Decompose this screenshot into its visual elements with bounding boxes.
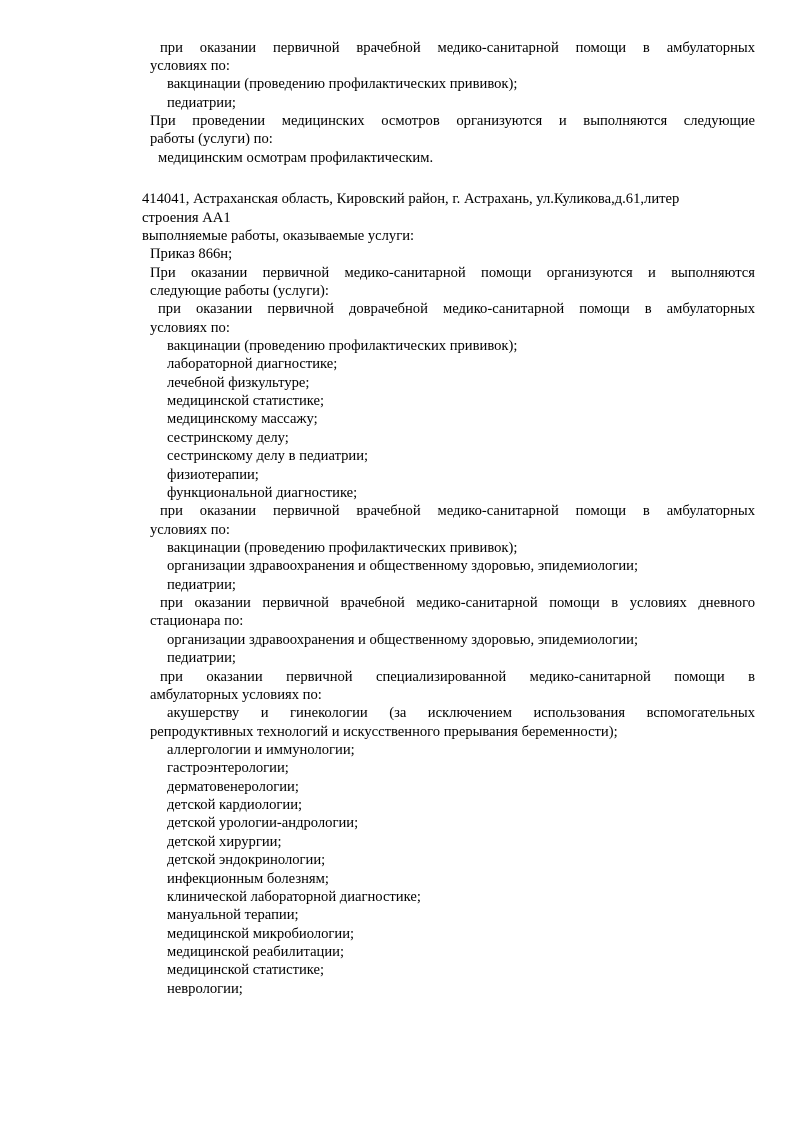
list-item: детской кардиологии;: [167, 797, 303, 813]
paragraph-primary-doctor-care-line2: условиях по:: [150, 58, 230, 74]
list-item: организации здравоохранения и общественному здоровью, эпидемиологии;: [167, 632, 639, 648]
paragraph-doctor-care-outpatient-line1: при оказании первичной врачебной медико-санитарной помощи в амбулаторных: [160, 503, 755, 519]
list-item: клинической лабораторной диагностике;: [167, 889, 421, 905]
paragraph-doctor-care-outpatient-line2: условиях по:: [150, 522, 230, 538]
address-line1: 414041, Астраханская область, Кировский район, г. Астрахань, ул.Куликова,д.61,литер: [142, 191, 680, 207]
list-item: дерматовенерологии;: [167, 779, 299, 795]
list-item: физиотерапии;: [167, 467, 259, 483]
list-item: неврологии;: [167, 981, 243, 997]
list-item: гастроэнтерологии;: [167, 760, 289, 776]
list-item: вакцинации (проведению профилактических прививок);: [167, 540, 518, 556]
list-item: мануальной терапии;: [167, 907, 299, 923]
paragraph-pre-doctor-care-line1: при оказании первичной доврачебной медико-санитарной помощи в амбулаторных: [158, 301, 755, 317]
paragraph-medical-exams-line1: При проведении медицинских осмотров организуются и выполняются следующие: [150, 113, 755, 129]
list-item: педиатрии;: [167, 577, 236, 593]
list-item: инфекционным болезням;: [167, 871, 329, 887]
paragraph-specialized-care-line2: амбулаторных условиях по:: [150, 687, 322, 703]
list-item-obstetrics-line1: акушерству и гинекологии (за исключением использования вспомогательных: [167, 705, 755, 721]
list-item: организации здравоохранения и общественному здоровью, эпидемиологии;: [167, 558, 639, 574]
paragraph-primary-doctor-care-line1: при оказании первичной врачебной медико-санитарной помощи в амбулаторных: [160, 40, 755, 56]
paragraph-medical-exams-line2: работы (услуги) по:: [150, 131, 273, 147]
paragraph-pre-doctor-care-line2: условиях по:: [150, 320, 230, 336]
list-item-obstetrics-line2: репродуктивных технологий и искусственного прерывания беременности);: [150, 724, 618, 740]
list-item: сестринскому делу в педиатрии;: [167, 448, 369, 464]
list-item: медицинской реабилитации;: [167, 944, 345, 960]
paragraph-day-hospital-line1: при оказании первичной врачебной медико-санитарной помощи в условиях дневного: [160, 595, 755, 611]
list-item: аллергологии и иммунологии;: [167, 742, 355, 758]
list-item: медицинскому массажу;: [167, 411, 318, 427]
list-item: функциональной диагностике;: [167, 485, 358, 501]
list-item: педиатрии;: [167, 650, 236, 666]
list-item: детской урологии-андрологии;: [167, 815, 359, 831]
paragraph-primary-care-intro-line2: следующие работы (услуги):: [150, 283, 329, 299]
paragraph-day-hospital-line2: стационара по:: [150, 613, 244, 629]
works-label: выполняемые работы, оказываемые услуги:: [142, 228, 415, 244]
list-item: медицинской статистике;: [167, 962, 325, 978]
paragraph-specialized-care-line1: при оказании первичной специализированной медико-санитарной помощи в: [160, 669, 755, 685]
list-item: медицинской статистике;: [167, 393, 325, 409]
paragraph-primary-care-intro-line1: При оказании первичной медико-санитарной помощи организуются и выполняются: [150, 265, 755, 281]
list-item: детской хирургии;: [167, 834, 282, 850]
list-item: медицинской микробиологии;: [167, 926, 355, 942]
order-reference: Приказ 866н;: [150, 246, 233, 262]
list-item: сестринскому делу;: [167, 430, 289, 446]
list-item: педиатрии;: [167, 95, 236, 111]
list-item: лабораторной диагностике;: [167, 356, 338, 372]
list-item: вакцинации (проведению профилактических прививок);: [167, 76, 518, 92]
list-item: лечебной физкультуре;: [167, 375, 310, 391]
list-item: медицинским осмотрам профилактическим.: [158, 150, 434, 166]
address-line2: строения АА1: [142, 210, 231, 226]
list-item: детской эндокринологии;: [167, 852, 326, 868]
list-item: вакцинации (проведению профилактических прививок);: [167, 338, 518, 354]
